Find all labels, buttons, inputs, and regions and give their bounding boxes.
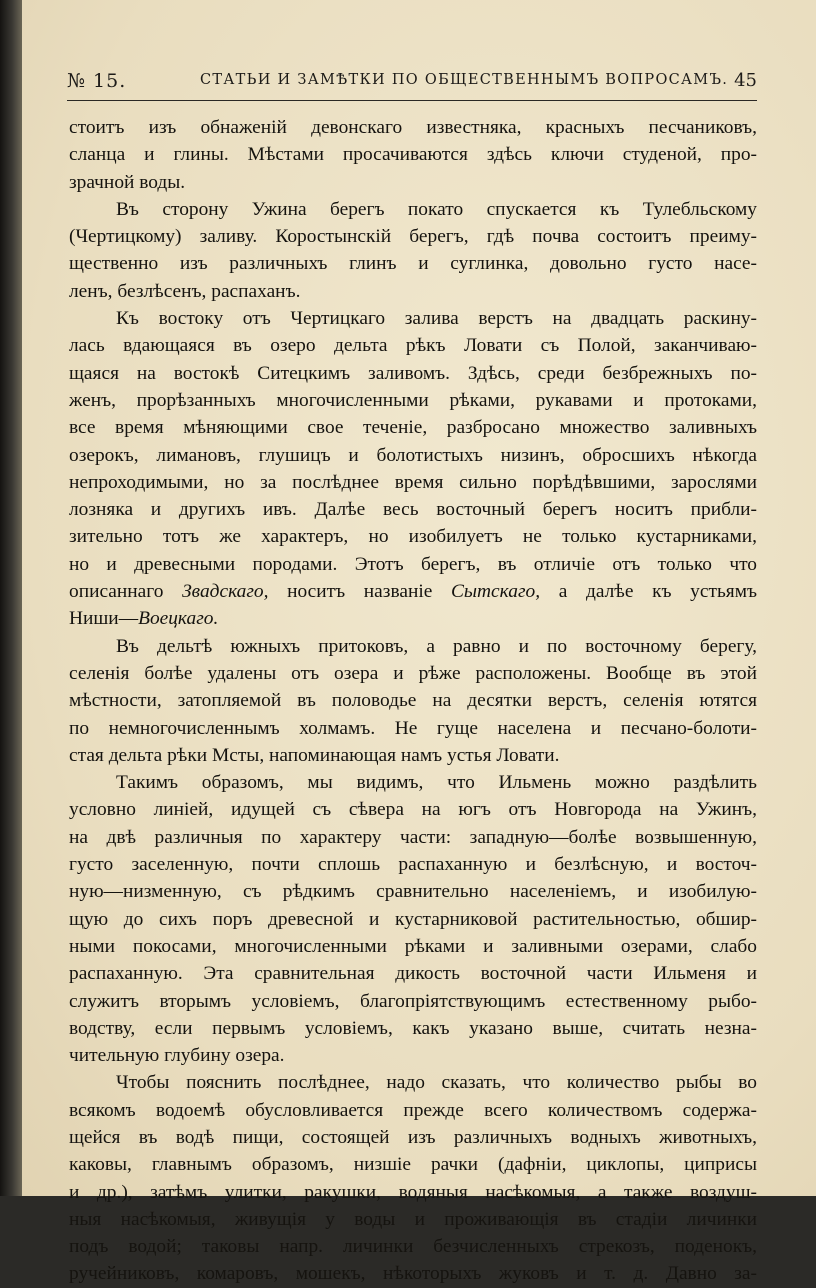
placename-sytskago: Сытскаго,	[450, 581, 541, 603]
text-line: по немногочисленнымъ холмамъ. Не гуще населена и песчано-болоти-	[69, 717, 757, 739]
text-line: распаханную. Эта сравнительная дикость восточной части Ильменя и	[69, 963, 757, 985]
placename-zvadskago: Звадскаго,	[182, 581, 269, 603]
header-rule	[67, 100, 757, 101]
page-number: 45	[734, 70, 757, 91]
text-line-with-placename	[69, 605, 757, 632]
text-line: Къ востоку отъ Чертицкаго залива верстъ на двадцать раскину-	[116, 308, 757, 330]
paragraph-4	[69, 633, 757, 769]
text-fragment: носитъ названіе	[268, 581, 451, 603]
text-line: Въ сторону Ужина берегъ покато спускается къ Тулебльскому	[116, 198, 757, 220]
text-line: селенія болѣе удалены отъ озера и рѣже расположены. Вообще въ этой	[69, 662, 757, 684]
issue-number: № 15.	[67, 70, 127, 92]
text-line: но и древесными породами. Этотъ берегъ, въ отличіе отъ только что	[69, 553, 757, 575]
book-page	[22, 0, 816, 1285]
text-line: зрачной воды.	[69, 171, 186, 193]
placename-voetskago: Воецкаго.	[138, 608, 219, 630]
text-line: Въ дельтѣ южныхъ притоковъ, а равно и по восточному берегу,	[116, 635, 757, 657]
text-line: стоитъ изъ обнаженій девонскаго известняка, красныхъ песчаниковъ,	[69, 117, 757, 138]
text-line: женъ, прорѣзанныхъ многочисленными рѣками, рукавами и протоками,	[69, 389, 757, 411]
text-line: на двѣ различныя по характеру части: западную—болѣе возвышенную,	[69, 826, 757, 848]
text-line: чительную глубину озера.	[69, 1045, 285, 1067]
text-fragment: Ниши—	[69, 608, 139, 630]
text-line: подъ водой; таковы напр. личинки безчисленныхъ стрекозъ, поденокъ,	[69, 1236, 757, 1258]
text-line: щую до сихъ поръ древесной и кустарниковой растительностью, обшир-	[69, 908, 757, 930]
book-spine-shadow	[0, 0, 22, 1196]
text-line: Чтобы пояснить послѣднее, надо сказать, что количество рыбы во	[116, 1072, 757, 1094]
text-line: (Чертицкому) заливу. Коростынскій берегъ, гдѣ почва состоитъ преиму-	[69, 226, 757, 248]
text-line: ленъ, безлѣсенъ, распаханъ.	[69, 280, 301, 302]
text-fragment: описаннаго	[69, 581, 183, 603]
text-line: непроходимыми, но за послѣднее время сильно порѣдѣвшими, зарослями	[69, 471, 757, 493]
paragraph-2	[69, 196, 757, 305]
text-line: густо заселенную, почти сплошь распаханную и безлѣсную, и восточ-	[69, 854, 757, 876]
paragraph-6	[69, 1069, 757, 1287]
text-line: ными покосами, многочисленными рѣками и заливными озерами, слабо	[69, 935, 757, 957]
text-line: и др.), затѣмъ улитки, ракушки, водяныя насѣкомыя, а также воздуш-	[69, 1181, 757, 1203]
text-line: щественно изъ различныхъ глинъ и суглинка, довольно густо насе-	[69, 253, 757, 275]
text-line: озерокъ, лимановъ, глушицъ и болотистыхъ низинъ, обросшихъ нѣкогда	[69, 444, 757, 466]
text-line: щейся въ водѣ пищи, состоящей изъ различныхъ водныхъ животныхъ,	[69, 1126, 757, 1148]
text-line: условно линіей, идущей съ сѣвера на югъ отъ Новгорода на Ужинъ,	[69, 799, 757, 821]
running-header	[67, 66, 757, 96]
text-line: водству, если первымъ условіемъ, какъ указано выше, считать незна-	[69, 1017, 757, 1039]
text-line: зительно тотъ же характеръ, но изобилуетъ не только кустарниками,	[69, 526, 757, 548]
text-fragment: а далѣе къ устьямъ	[540, 581, 757, 603]
text-line: лозняка и другихъ ивъ. Далѣе весь восточный берегъ носитъ прибли-	[69, 499, 757, 521]
text-line: ную—низменную, съ рѣдкимъ сравнительно населеніемъ, и изобилую-	[69, 881, 757, 903]
text-line: служитъ вторымъ условіемъ, благопріятствующимъ естественному рыбо-	[69, 990, 757, 1012]
article-body	[69, 114, 757, 1288]
text-line: каковы, главнымъ образомъ, низшіе рачки (дафніи, циклопы, циприсы	[69, 1154, 757, 1176]
text-line: щаяся на востокѣ Ситецкимъ заливомъ. Здѣсь, среди безбрежныхъ по-	[69, 362, 757, 384]
paragraph-5	[69, 769, 757, 1069]
text-line-with-placenames	[69, 578, 757, 605]
text-line: сланца и глины. Мѣстами просачиваются здѣсь ключи студеной, про-	[69, 144, 757, 166]
text-line: ныя насѣкомыя, живущія у воды и проживающія въ стадіи личинки	[69, 1208, 757, 1230]
text-line: ручейниковъ, комаровъ, мошекъ, нѣкоторыхъ жуковъ и т. д. Давно за-	[69, 1263, 757, 1285]
text-line: все время мѣняющими свое теченіе, разбросано множество заливныхъ	[69, 417, 757, 439]
text-line: лась вдающаяся въ озеро дельта рѣкъ Ловати съ Полой, заканчиваю-	[69, 335, 757, 357]
paragraph-1	[69, 114, 757, 196]
text-line: всякомъ водоемѣ обусловливается прежде всего количествомъ содержа-	[69, 1099, 757, 1121]
text-line: мѣстности, затопляемой въ половодье на десятки верстъ, селенія ютятся	[69, 690, 757, 712]
text-line: Такимъ образомъ, мы видимъ, что Ильмень можно раздѣлить	[116, 772, 757, 794]
running-title: СТАТЬИ И ЗАМѢТКИ ПО ОБЩЕСТВЕННЫМЪ ВОПРОСАМЪ.	[200, 72, 729, 88]
paragraph-3	[69, 305, 757, 633]
text-line: стая дельта рѣки Мсты, напоминающая намъ устья Ловати.	[69, 744, 560, 766]
